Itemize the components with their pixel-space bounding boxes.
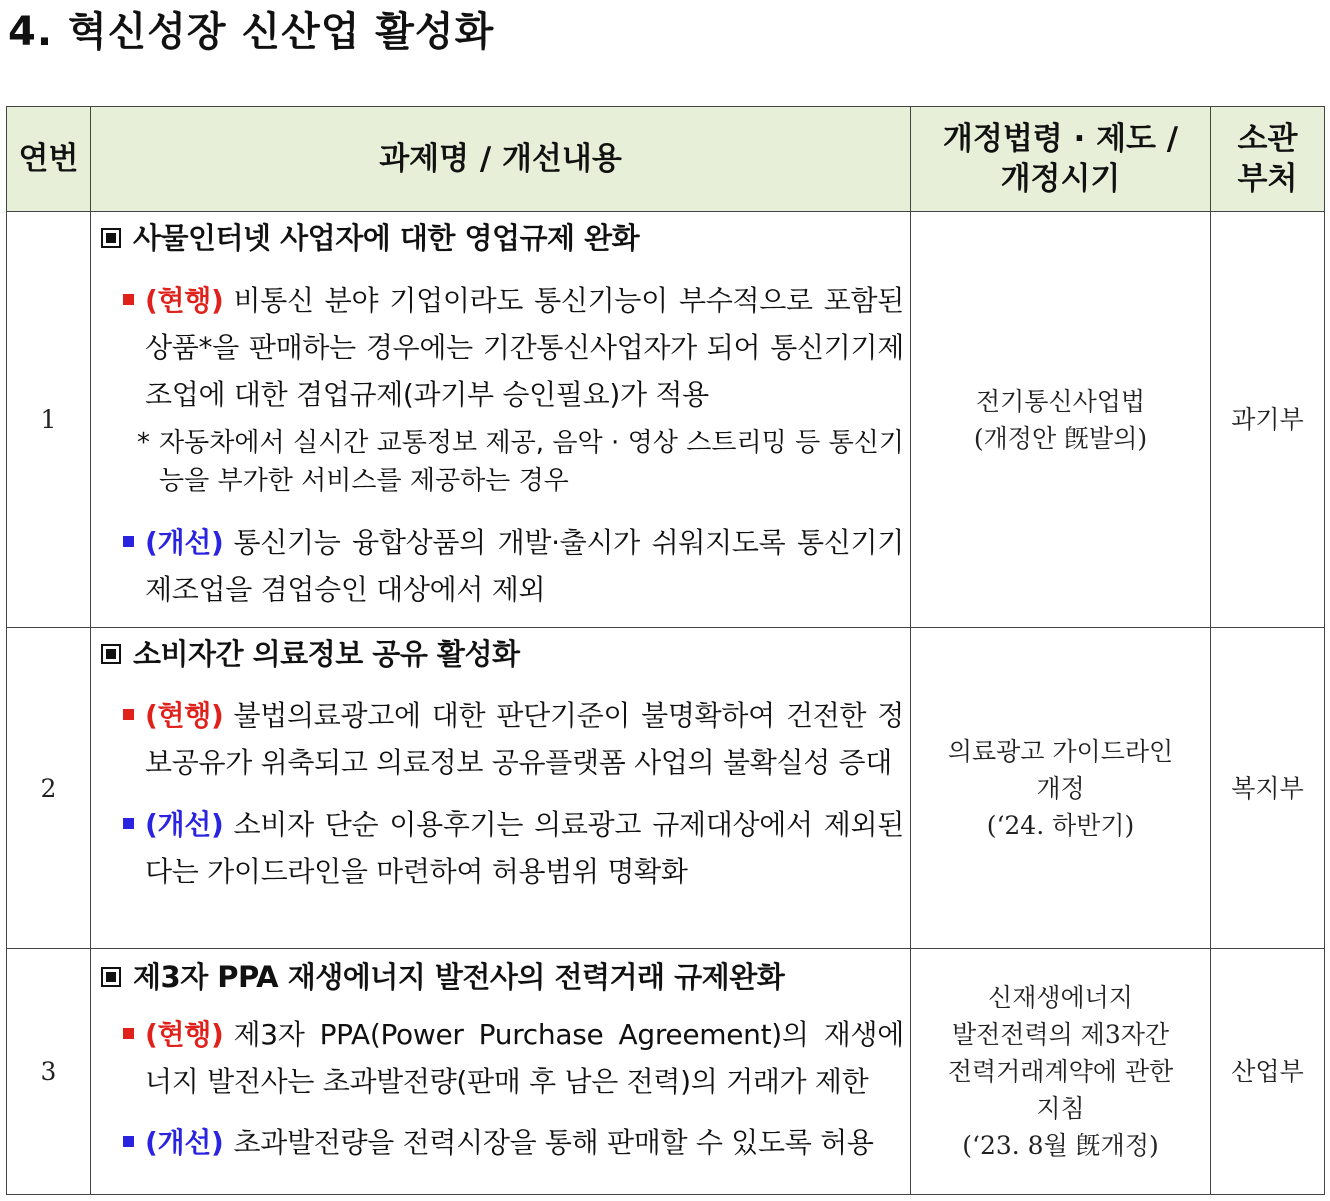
table-row [7, 628, 1325, 949]
current-tag: (현행) [145, 1018, 224, 1051]
improve-text: 소비자 단순 이용후기는 의료광고 규제대상에서 제외된다는 가이드라인을 마련하여 허용범위 명확화 [145, 808, 904, 888]
law-cell [911, 628, 1211, 949]
improve-tag: (개선) [145, 1126, 224, 1159]
red-square-bullet-icon [123, 709, 134, 720]
law-line: 전력거래계약에 관한 [947, 1057, 1174, 1086]
reform-table [6, 106, 1325, 1195]
blue-square-bullet-icon [123, 1136, 134, 1147]
dept-cell: 복지부 [1211, 628, 1325, 949]
filled-square-box-icon [101, 967, 121, 987]
header-dept-line1: 소관 [1237, 121, 1298, 157]
task-title-text: 사물인터넷 사업자에 대한 영업규제 완화 [133, 221, 640, 255]
header-no: 연번 [7, 107, 91, 212]
table-row [7, 212, 1325, 628]
page-title: 4. 혁신성장 신산업 활성화 [8, 9, 495, 55]
current-item [101, 692, 904, 786]
current-text: 비통신 분야 기업이라도 통신기능이 부수적으로 포함된 상품*을 판매하는 경우에는 기간통신사업자가 되어 통신기기제조업에 대한 겸업규제(과기부 승인필요)가 적용 [145, 284, 904, 411]
task-cell [91, 212, 911, 628]
task-title [101, 959, 904, 995]
task-cell [91, 628, 911, 949]
header-task: 과제명 / 개선내용 [91, 107, 911, 212]
footnote [101, 424, 904, 500]
task-title-text: 제3자 PPA 재생에너지 발전사의 전력거래 규제완화 [133, 960, 785, 994]
law-line: (개정안 旣발의) [973, 423, 1148, 453]
red-square-bullet-icon [123, 1028, 134, 1039]
current-item [101, 1011, 904, 1105]
header-row [7, 107, 1325, 212]
improve-item [101, 519, 904, 613]
law-line: 지침 [1036, 1094, 1085, 1123]
law-line: 신재생에너지 [988, 983, 1133, 1012]
task-cell [91, 949, 911, 1195]
dept-cell: 산업부 [1211, 949, 1325, 1195]
task-title [101, 220, 904, 256]
law-cell [911, 949, 1211, 1195]
improve-tag: (개선) [145, 808, 224, 841]
current-item [101, 277, 904, 418]
law-cell [911, 212, 1211, 628]
law-line: 발전전력의 제3자간 [951, 1020, 1170, 1049]
law-line: (‘23. 8월 旣개정) [962, 1131, 1159, 1160]
law-line: 의료광고 가이드라인 [947, 736, 1174, 766]
current-text: 불법의료광고에 대한 판단기준이 불명확하여 건전한 정보공유가 위축되고 의료정보 공유플랫폼 사업의 불확실성 증대 [145, 699, 904, 779]
blue-square-bullet-icon [123, 536, 134, 547]
row-number: 3 [7, 949, 91, 1195]
task-title-text: 소비자간 의료정보 공유 활성화 [133, 637, 520, 671]
filled-square-box-icon [101, 228, 121, 248]
current-text: 제3자 PPA(Power Purchase Agreement)의 재생에너지 발전사는 초과발전량(판매 후 남은 전력)의 거래가 제한 [145, 1018, 904, 1098]
footnote-text: 자동차에서 실시간 교통정보 제공, 음악 · 영상 스트리밍 등 통신기능을 부가한 서비스를 제공하는 경우 [159, 428, 904, 496]
footnote-mark: * [137, 428, 150, 458]
table-row [7, 949, 1325, 1195]
improve-text: 통신기능 융합상품의 개발·출시가 쉬워지도록 통신기기제조업을 겸업승인 대상에서 제외 [145, 526, 904, 606]
header-law [911, 107, 1211, 212]
red-square-bullet-icon [123, 294, 134, 305]
improve-item [101, 1119, 904, 1166]
law-line: 개정 [1036, 773, 1085, 803]
current-tag: (현행) [145, 284, 224, 317]
header-dept [1211, 107, 1325, 212]
row-number: 1 [7, 212, 91, 628]
filled-square-box-icon [101, 644, 121, 664]
law-line: 전기통신사업법 [975, 386, 1146, 416]
blue-square-bullet-icon [123, 818, 134, 829]
header-law-line1: 개정법령 · 제도 / [942, 121, 1179, 157]
current-tag: (현행) [145, 699, 224, 732]
header-law-line2: 개정시기 [1000, 161, 1121, 197]
improve-text: 초과발전량을 전력시장을 통해 판매할 수 있도록 허용 [233, 1126, 874, 1159]
header-dept-line2: 부처 [1237, 161, 1298, 197]
task-title [101, 636, 904, 672]
improve-tag: (개선) [145, 526, 224, 559]
improve-item [101, 801, 904, 895]
dept-cell: 과기부 [1211, 212, 1325, 628]
row-number: 2 [7, 628, 91, 949]
law-line: (‘24. 하반기) [986, 810, 1135, 840]
